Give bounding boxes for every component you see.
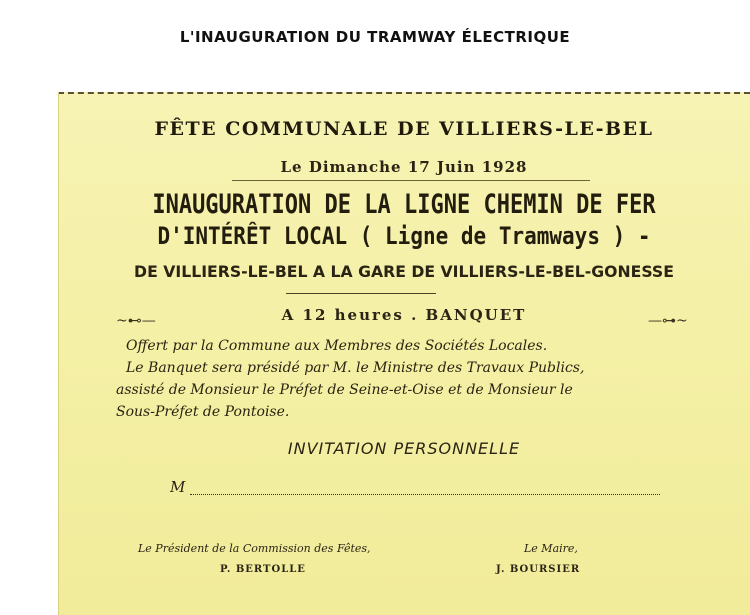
text-line-4: Sous-Préfet de Pontoise.	[116, 404, 290, 420]
left-ornament-icon: ~⊷—	[116, 313, 156, 329]
mayor-title: Le Maire,	[524, 542, 578, 555]
inauguration-line-1: INAUGURATION DE LA LIGNE CHEMIN DE FER	[152, 190, 656, 220]
date-underline	[232, 180, 590, 181]
inauguration-line-2: D'INTÉRÊT LOCAL ( Ligne de Tramways ) -	[157, 222, 651, 250]
text-line-2: Le Banquet sera présidé par M. le Ministre des Travaux Publics,	[126, 360, 585, 376]
personal-invitation-label: INVITATION PERSONNELLE	[287, 439, 521, 458]
president-name: P. BERTOLLE	[220, 564, 306, 575]
card-top-dashed-rule	[58, 92, 750, 94]
president-title: Le Président de la Commission des Fêtes,	[138, 542, 371, 555]
text-line-3: assisté de Monsieur le Préfet de Seine-et-Oise et de Monsieur le	[116, 382, 573, 398]
recipient-dotted-line	[190, 494, 660, 495]
fete-title: FÊTE COMMUNALE DE VILLIERS-LE-BEL	[154, 118, 654, 140]
mayor-name: J. BOURSIER	[496, 564, 581, 575]
page-heading: L'INAUGURATION DU TRAMWAY ÉLECTRIQUE	[179, 28, 571, 46]
recipient-label: M	[170, 478, 186, 496]
right-ornament-icon: —⊶~	[648, 313, 688, 329]
route-rule	[286, 293, 436, 294]
route-line: DE VILLIERS-LE-BEL A LA GARE DE VILLIERS-LE-BEL-GONESSE	[134, 262, 674, 281]
event-date: Le Dimanche 17 Juin 1928	[280, 158, 528, 176]
invitation-card	[58, 92, 750, 615]
text-line-1: Offert par la Commune aux Membres des Sociétés Locales.	[126, 338, 548, 354]
banquet-line: A 12 heures . BANQUET	[281, 306, 527, 324]
